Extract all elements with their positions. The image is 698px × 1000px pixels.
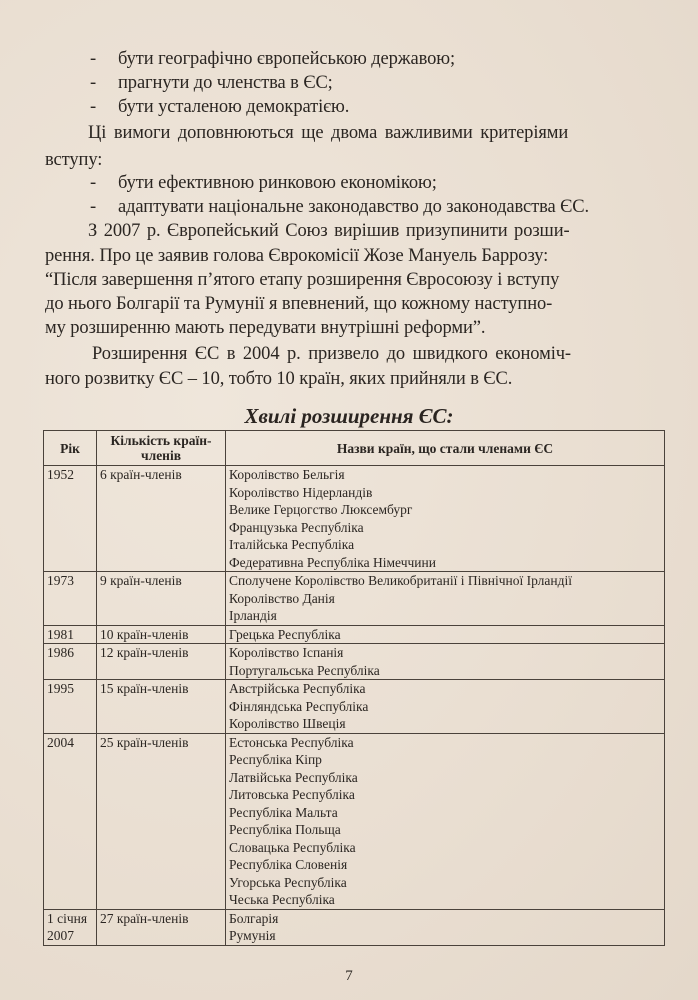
cell-count: 15 країн-членів: [97, 680, 226, 734]
bullet-text: адаптувати національне законодавство до законодавства ЄС.: [118, 197, 590, 217]
cell-count: 6 країн-членів: [97, 466, 226, 572]
paragraph-line: му розширенню мають передувати внутрішні реформи”.: [45, 318, 486, 338]
bullet-item: [90, 48, 455, 70]
country-name: Ірландія: [229, 608, 277, 623]
table-row: [44, 572, 665, 626]
table-row: [44, 644, 665, 680]
bullet-dash: -: [90, 49, 97, 69]
country-name: Литовська Республіка: [229, 787, 355, 802]
country-name: Республіка Кіпр: [229, 752, 322, 767]
cell-countries: [226, 909, 665, 945]
country-name: Французька Республіка: [229, 519, 364, 535]
country-name: Естонська Республіка: [229, 734, 354, 750]
table-header-row: [44, 431, 665, 466]
bullet-item: [90, 196, 589, 218]
country-name: Королівство Швеція: [229, 716, 346, 731]
country-name: Королівство Іспанія: [229, 645, 344, 660]
country-name: Федеративна Республіка Німеччини: [229, 554, 436, 570]
country-name: Румунія: [229, 928, 276, 943]
page-number: 7: [345, 968, 353, 984]
paragraph-line: рення. Про це заявив голова Єврокомісії Жозе Мануель Баррозу:: [45, 246, 549, 266]
bullet-text: бути географічно європейською державою;: [118, 49, 455, 69]
country-name: Королівство Бельгія: [229, 467, 345, 482]
country-name: Сполучене Королівство Великобританії і Північної Ірландії: [229, 573, 572, 588]
header-year: Рік: [44, 431, 97, 466]
country-name: Фінляндська Республіка: [229, 698, 369, 714]
table-row: [44, 733, 665, 909]
cell-count: 27 країн-членів: [97, 909, 226, 945]
cell-countries: [226, 733, 665, 909]
paragraph-line: до нього Болгарії та Румунії я впевнений, що кожному наступно-: [45, 294, 553, 314]
country-name: Республіка Польща: [229, 822, 341, 837]
country-name: Грецька Республіка: [229, 626, 341, 642]
paragraph-line: “Після завершення п’ятого етапу розширення Євросоюзу і вступу: [45, 270, 560, 290]
bullet-dash: -: [90, 73, 97, 93]
country-name: Велике Герцогство Люксембург: [229, 502, 413, 517]
bullet-text: прагнути до членства в ЄС;: [118, 73, 333, 93]
country-name: Республіка Мальта: [229, 804, 338, 820]
country-name: Словацька Республіка: [229, 839, 356, 855]
country-name: Угорська Республіка: [229, 874, 347, 890]
paragraph-line: З 2007 р. Європейський Союз вирішив призупинити розши-: [88, 221, 570, 241]
cell-year: 1973: [44, 572, 97, 626]
cell-year: 1 січня 2007: [44, 909, 97, 945]
country-name: Королівство Данія: [229, 590, 335, 606]
paragraph-line: Ці вимоги доповнюються ще двома важливими критеріями: [88, 123, 569, 143]
country-name: Королівство Нідерландів: [229, 484, 373, 500]
bullet-dash: -: [90, 97, 97, 117]
cell-count: 9 країн-членів: [97, 572, 226, 626]
country-name: Болгарія: [229, 910, 279, 926]
cell-count: 10 країн-членів: [97, 625, 226, 644]
cell-year: 1986: [44, 644, 97, 680]
cell-countries: [226, 680, 665, 734]
country-name: Латвійська Республіка: [229, 769, 358, 785]
header-count: Кількість країн-членів: [97, 431, 226, 466]
cell-countries: [226, 572, 665, 626]
table-row: [44, 466, 665, 572]
table-row: [44, 680, 665, 734]
table-row: [44, 625, 665, 644]
bullet-text: бути ефективною ринковою економікою;: [118, 173, 437, 193]
bullet-item: [90, 72, 333, 94]
table-title: Хвилі розширення ЄС:: [244, 404, 454, 428]
header-countries: Назви країн, що стали членами ЄС: [226, 431, 665, 466]
paragraph-line: вступу:: [45, 150, 103, 170]
country-name: Португальська Республіка: [229, 662, 380, 678]
paragraph-line: ного розвитку ЄС – 10, тобто 10 країн, яких прийняли в ЄС.: [45, 369, 513, 389]
cell-count: 12 країн-членів: [97, 644, 226, 680]
paragraph-line: Розширення ЄС в 2004 р. призвело до швидкого економіч-: [92, 344, 571, 364]
cell-countries: [226, 644, 665, 680]
cell-count: 25 країн-членів: [97, 733, 226, 909]
cell-year: 1995: [44, 680, 97, 734]
bullet-item: [90, 172, 437, 194]
bullet-dash: -: [90, 197, 97, 217]
country-name: Італійська Республіка: [229, 537, 355, 552]
bullet-dash: -: [90, 173, 97, 193]
cell-year: 1981: [44, 625, 97, 644]
eu-enlargement-table: [43, 430, 665, 946]
bullet-item: [90, 96, 349, 118]
table-body: [44, 466, 665, 946]
bullet-text: бути усталеною демократією.: [118, 97, 350, 117]
cell-year: 2004: [44, 733, 97, 909]
table-row: [44, 909, 665, 945]
cell-year: 1952: [44, 466, 97, 572]
country-name: Австрійська Республіка: [229, 681, 366, 696]
cell-countries: [226, 625, 665, 644]
cell-countries: [226, 466, 665, 572]
country-name: Чеська Республіка: [229, 892, 335, 907]
country-name: Республіка Словенія: [229, 857, 348, 872]
